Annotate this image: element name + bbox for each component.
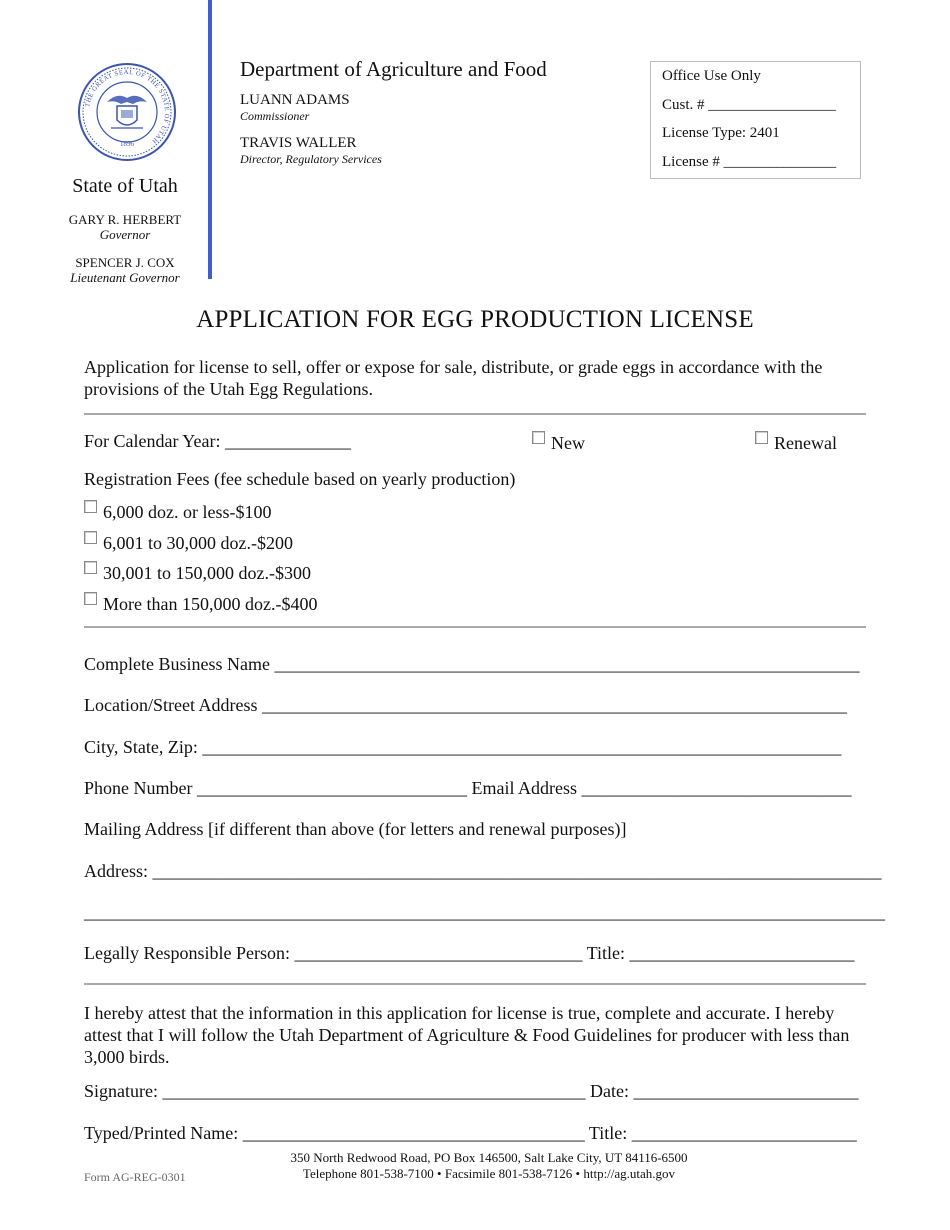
address-line2-field[interactable]: _________________________________________________________________________________________ xyxy=(84,902,885,922)
form-title: APPLICATION FOR EGG PRODUCTION LICENSE xyxy=(196,306,754,333)
fee-checkbox[interactable] xyxy=(84,500,97,513)
director-name: TRAVIS WALLER xyxy=(240,135,357,151)
fee-label: 6,001 to 30,000 doz.-$200 xyxy=(103,533,293,553)
city-state-zip-field[interactable]: City, State, Zip: _______________________________________________________________________ xyxy=(84,737,842,757)
state-title: State of Utah xyxy=(72,175,178,197)
intro-paragraph: Application for license to sell, offer or expose for sale, distribute, or grade eggs in accordance with the provisions of the Utah Egg Regulations. xyxy=(84,357,823,399)
new-label: New xyxy=(551,433,585,453)
fees-heading: Registration Fees (fee schedule based on yearly production) xyxy=(84,469,516,489)
fee-label: 30,001 to 150,000 doz.-$300 xyxy=(103,563,311,583)
header-divider-bar xyxy=(208,0,212,279)
lt-governor-name: SPENCER J. COX xyxy=(75,255,175,270)
state-seal-icon xyxy=(77,62,177,162)
seal-text: THE GREAT SEAL OF THE STATE OF UTAH xyxy=(84,68,171,145)
fee-checkbox[interactable] xyxy=(84,561,97,574)
footer-contact: Telephone 801-538-7100 • Facsimile 801-538-7126 • http://ag.utah.gov xyxy=(302,1166,676,1181)
renewal-label: Renewal xyxy=(774,433,837,453)
department-name: Department of Agriculture and Food xyxy=(240,57,547,81)
new-checkbox[interactable] xyxy=(532,431,545,444)
fee-option-1[interactable] xyxy=(84,500,271,523)
commissioner-name: LUANN ADAMS xyxy=(240,92,350,108)
fee-option-2[interactable] xyxy=(84,531,293,554)
form-id: Form AG-REG-0301 xyxy=(84,1170,186,1184)
fee-option-3[interactable] xyxy=(84,561,311,584)
divider xyxy=(84,413,866,415)
commissioner-title: Commissioner xyxy=(240,109,310,123)
new-option[interactable] xyxy=(532,431,585,454)
cust-number-field: Cust. # _________________ xyxy=(662,97,836,113)
mailing-address-note: Mailing Address [if different than above (for letters and renewal purposes)] xyxy=(84,819,627,839)
divider xyxy=(84,983,866,985)
calendar-year-field[interactable]: For Calendar Year: ______________ xyxy=(84,431,351,451)
lt-governor-title: Lieutenant Governor xyxy=(70,270,180,285)
street-address-field[interactable]: Location/Street Address _________________________________________________________________ xyxy=(84,695,847,715)
renewal-option[interactable] xyxy=(755,431,837,454)
fee-option-4[interactable] xyxy=(84,592,317,615)
footer-address: 350 North Redwood Road, PO Box 146500, Salt Lake City, UT 84116-6500 xyxy=(290,1150,688,1165)
fee-checkbox[interactable] xyxy=(84,531,97,544)
divider xyxy=(84,626,866,628)
fee-checkbox[interactable] xyxy=(84,592,97,605)
license-type: License Type: 2401 xyxy=(662,125,780,141)
office-use-heading: Office Use Only xyxy=(662,68,761,84)
director-title: Director, Regulatory Services xyxy=(240,152,382,166)
printed-name-field[interactable]: Typed/Printed Name: ______________________________________ Title: _________________________ xyxy=(84,1123,857,1143)
address-field[interactable]: Address: _________________________________________________________________________________ xyxy=(84,861,882,881)
fee-label: More than 150,000 doz.-$400 xyxy=(103,594,318,614)
attestation-paragraph: I hereby attest that the information in this application for license is true, complete and accurate. I hereby attest that I will follow the Utah Department of Agriculture & Food Guidelines for producer with less than 3,000 birds. xyxy=(84,1003,850,1067)
signature-field[interactable]: Signature: _______________________________________________ Date: _________________________ xyxy=(84,1081,859,1101)
renewal-checkbox[interactable] xyxy=(755,431,768,444)
phone-email-field[interactable]: Phone Number ______________________________ Email Address ______________________________ xyxy=(84,778,852,798)
office-use-box xyxy=(650,61,861,179)
governor-name: GARY R. HERBERT xyxy=(68,212,182,227)
responsible-person-field[interactable]: Legally Responsible Person: ________________________________ Title: _________________________ xyxy=(84,943,855,963)
fee-label: 6,000 doz. or less-$100 xyxy=(103,502,272,522)
business-name-field[interactable]: Complete Business Name _________________________________________________________________ xyxy=(84,654,860,674)
seal-year: 1896 xyxy=(120,140,134,148)
governor-title: Governor xyxy=(99,227,151,242)
license-number-field: License # _______________ xyxy=(662,154,837,170)
